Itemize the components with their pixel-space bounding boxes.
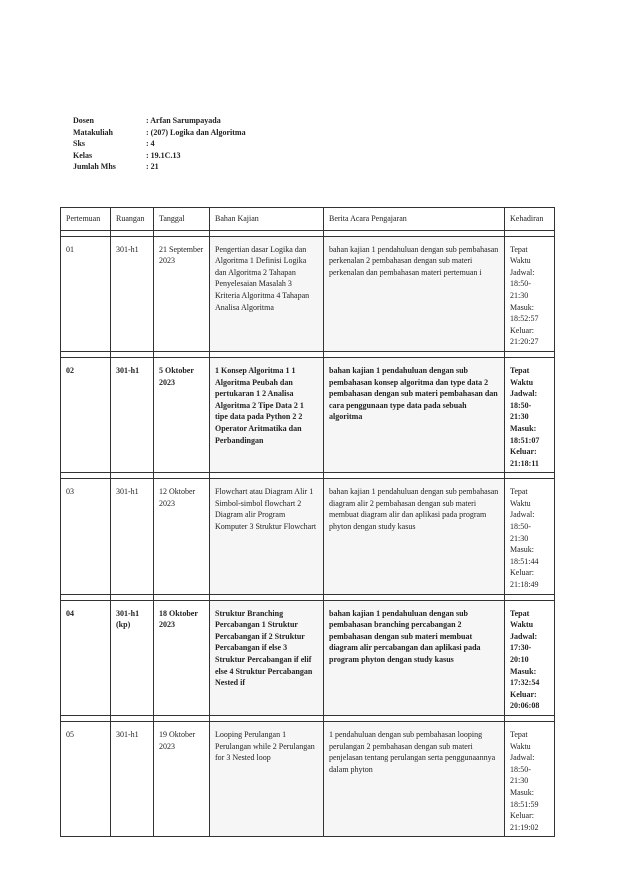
cell-topic: 1 Konsep Algoritma 1 1 Algoritma Peubah dan pertukaran 1 2 Analisa Algoritma 2 Tipe Data 2 1 tipe data pada Python 2 2 Operator Aritmatika dan Perbandingan bbox=[210, 357, 324, 472]
info-row-course bbox=[73, 127, 246, 139]
info-value: : 4 bbox=[146, 138, 155, 150]
info-label: Dosen bbox=[73, 116, 94, 125]
header-topic: Bahan Kajian bbox=[210, 208, 324, 231]
info-value: : Arfan Sarumpayada bbox=[146, 115, 221, 127]
cell-teaching-report: bahan kajian 1 pendahuluan dengan sub pembahasan diagram alir 2 pembahasan dengan sub materi membuat diagram alir dan aplikasi pada program phyton dengan study kasus bbox=[324, 479, 505, 594]
info-row-student-count bbox=[73, 161, 246, 173]
cell-date: 19 Oktober 2023 bbox=[154, 721, 210, 836]
cell-date: 5 Oktober 2023 bbox=[154, 357, 210, 472]
info-value: : (207) Logika dan Algoritma bbox=[146, 127, 246, 139]
info-label: Sks bbox=[73, 139, 86, 149]
cell-meeting: 03 bbox=[61, 479, 111, 594]
cell-room: 301-h1 bbox=[111, 236, 154, 351]
header-room: Ruangan bbox=[111, 208, 154, 231]
table-row bbox=[61, 357, 555, 472]
info-label: Jumlah Mhs bbox=[73, 162, 116, 172]
cell-teaching-report: bahan kajian 1 pendahuluan dengan sub pembahasan perkenalan 2 pembahasan dengan sub materi perkenalan dan pembahasan materi pertemuan i bbox=[324, 236, 505, 351]
info-row-lecturer bbox=[73, 115, 246, 127]
info-row-class bbox=[73, 150, 246, 162]
cell-teaching-report: 1 pendahuluan dengan sub pembahasan looping perulangan 2 pembahasan dengan sub materi penjelasan tentang perulangan serta penggunaannya dalam phyton bbox=[324, 721, 505, 836]
course-info bbox=[73, 115, 246, 173]
cell-attendance: Tepat Waktu Jadwal: 18:50-21:30 Masuk: 18:51:07 Keluar: 21:18:11 bbox=[505, 357, 555, 472]
info-row-credits bbox=[73, 138, 246, 150]
cell-room: 301-h1 (kp) bbox=[111, 600, 154, 715]
header-teaching-report: Berita Acara Pengajaran bbox=[324, 208, 505, 231]
cell-date: 21 September 2023 bbox=[154, 236, 210, 351]
table-row bbox=[61, 600, 555, 715]
cell-date: 12 Oktober 2023 bbox=[154, 479, 210, 594]
cell-topic: Pengertian dasar Logika dan Algoritma 1 Definisi Logika dan Algoritma 2 Tahapan Penyelesaian Masalah 3 Kriteria Algoritma 4 Tahapan Analisa Algoritma bbox=[210, 236, 324, 351]
table-row bbox=[61, 479, 555, 594]
cell-teaching-report: bahan kajian 1 pendahuluan dengan sub pembahasan branching percabangan 2 pembahasan dengan sub materi membuat diagram alir percabangan dan aplikasi pada program phyton dengan study kasus bbox=[324, 600, 505, 715]
cell-attendance: Tepat Waktu Jadwal: 18:50-21:30 Masuk: 18:51:59 Keluar: 21:19:02 bbox=[505, 721, 555, 836]
info-label: Kelas bbox=[73, 150, 93, 160]
cell-meeting: 05 bbox=[61, 721, 111, 836]
cell-topic: Flowchart atau Diagram Alir 1 Simbol-simbol flowchart 2 Diagram alir Program Komputer 3 Struktur Flowchart bbox=[210, 479, 324, 594]
cell-attendance: Tepat Waktu Jadwal: 17:30-20:10 Masuk: 17:32:54 Keluar: 20:06:08 bbox=[505, 600, 555, 715]
cell-room: 301-h1 bbox=[111, 721, 154, 836]
header-attendance: Kehadiran bbox=[505, 208, 555, 231]
cell-room: 301-h1 bbox=[111, 357, 154, 472]
cell-meeting: 01 bbox=[61, 236, 111, 351]
header-date: Tanggal bbox=[154, 208, 210, 231]
cell-attendance: Tepat Waktu Jadwal: 18:50-21:30 Masuk: 18:52:57 Keluar: 21:20:27 bbox=[505, 236, 555, 351]
cell-meeting: 04 bbox=[61, 600, 111, 715]
info-value: : 19.1C.13 bbox=[146, 150, 180, 162]
info-value: : 21 bbox=[146, 161, 159, 173]
info-label: Matakuliah bbox=[73, 127, 114, 137]
cell-teaching-report: bahan kajian 1 pendahuluan dengan sub pembahasan konsep algoritma dan type data 2 pembahasan dengan sub materi pembahasan dan cara penggunaan type data pada sebuah algoritma bbox=[324, 357, 505, 472]
cell-meeting: 02 bbox=[61, 357, 111, 472]
cell-room: 301-h1 bbox=[111, 479, 154, 594]
cell-topic: Struktur Branching Percabangan 1 Struktur Percabangan if 2 Struktur Percabangan if else 3 Struktur Percabangan if elif else 4 Struktur Percabangan Nested if bbox=[210, 600, 324, 715]
cell-date: 18 Oktober 2023 bbox=[154, 600, 210, 715]
table-header-row bbox=[61, 208, 555, 231]
table-row bbox=[61, 236, 555, 351]
cell-topic: Looping Perulangan 1 Perulangan while 2 Perulangan for 3 Nested loop bbox=[210, 721, 324, 836]
header-meeting: Pertemuan bbox=[61, 208, 111, 231]
attendance-table bbox=[60, 207, 555, 837]
table-row bbox=[61, 721, 555, 836]
cell-attendance: Tepat Waktu Jadwal: 18:50-21:30 Masuk: 18:51:44 Keluar: 21:18:49 bbox=[505, 479, 555, 594]
